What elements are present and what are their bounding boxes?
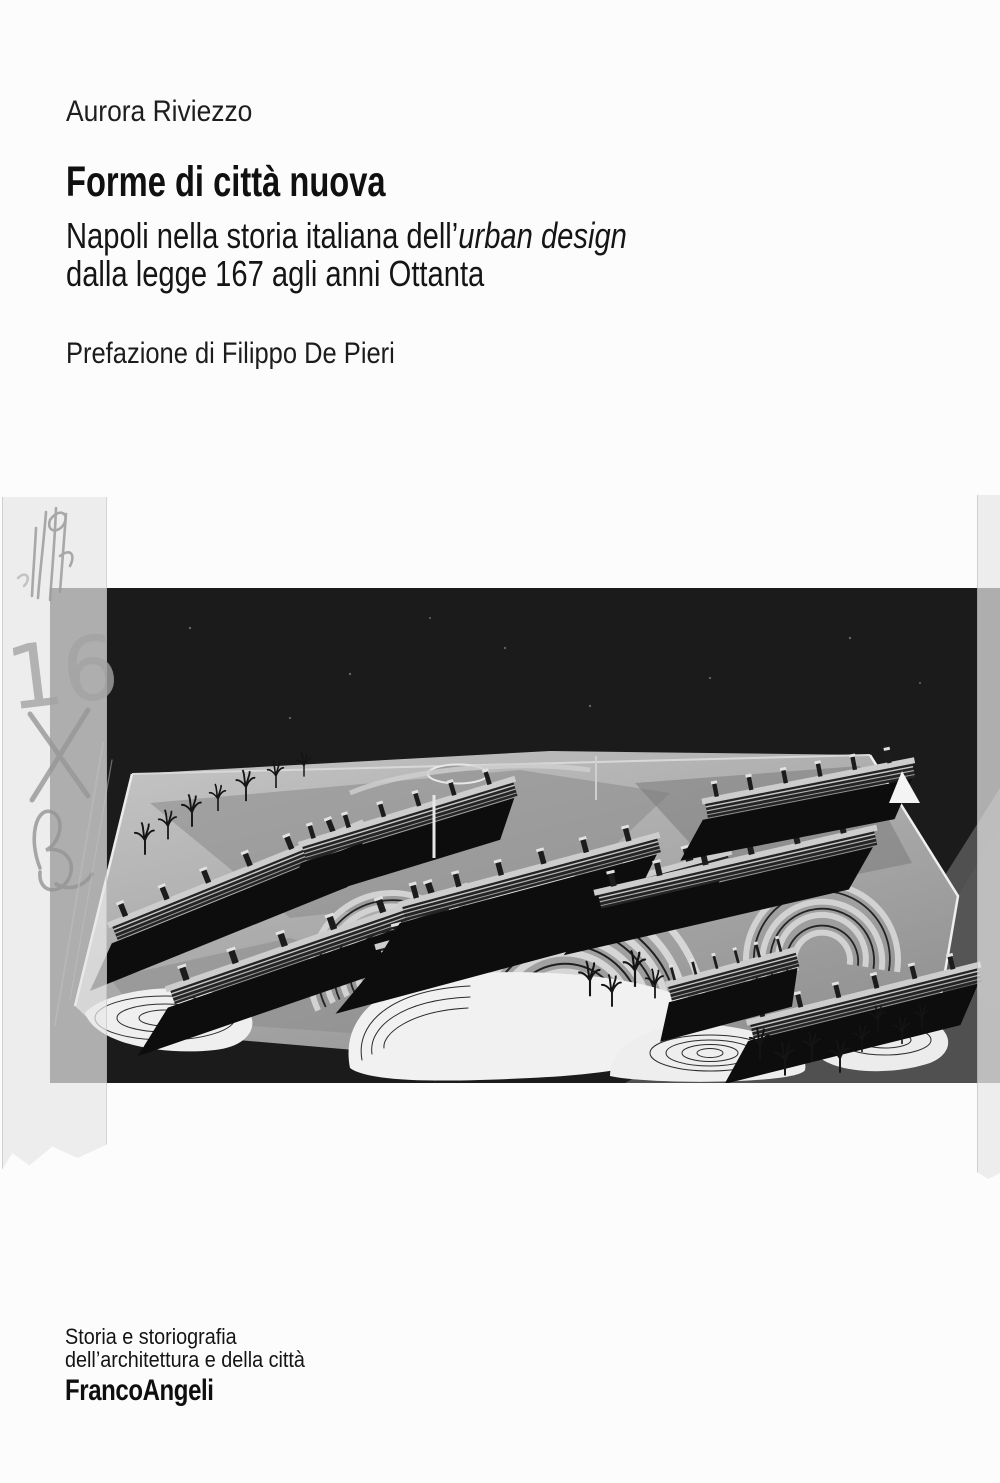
- preface-credit: Prefazione di Filippo De Pieri: [66, 337, 395, 370]
- series-name: [65, 1325, 305, 1371]
- publisher-logo: FrancoAngeli: [65, 1374, 214, 1407]
- pencil-number: 16: [0, 614, 125, 731]
- architectural-model-photo: [50, 588, 1000, 1083]
- cover-photograph: [50, 588, 1000, 1083]
- book-title: Forme di città nuova: [66, 158, 386, 206]
- subtitle-line-2: dalla legge 167 agli anni Ottanta: [66, 253, 485, 294]
- tape-right: [977, 495, 1000, 1179]
- subtitle-line-1: Napoli nella storia italiana dell’urban design: [66, 215, 627, 256]
- book-subtitle: [66, 217, 627, 293]
- tape-left: [2, 497, 107, 1175]
- author-name: Aurora Riviezzo: [66, 95, 253, 128]
- series-line-2: dell’architettura e della città: [65, 1347, 305, 1372]
- series-line-1: Storia e storiografia: [65, 1324, 237, 1349]
- subtitle-italic-segment: urban design: [458, 215, 627, 256]
